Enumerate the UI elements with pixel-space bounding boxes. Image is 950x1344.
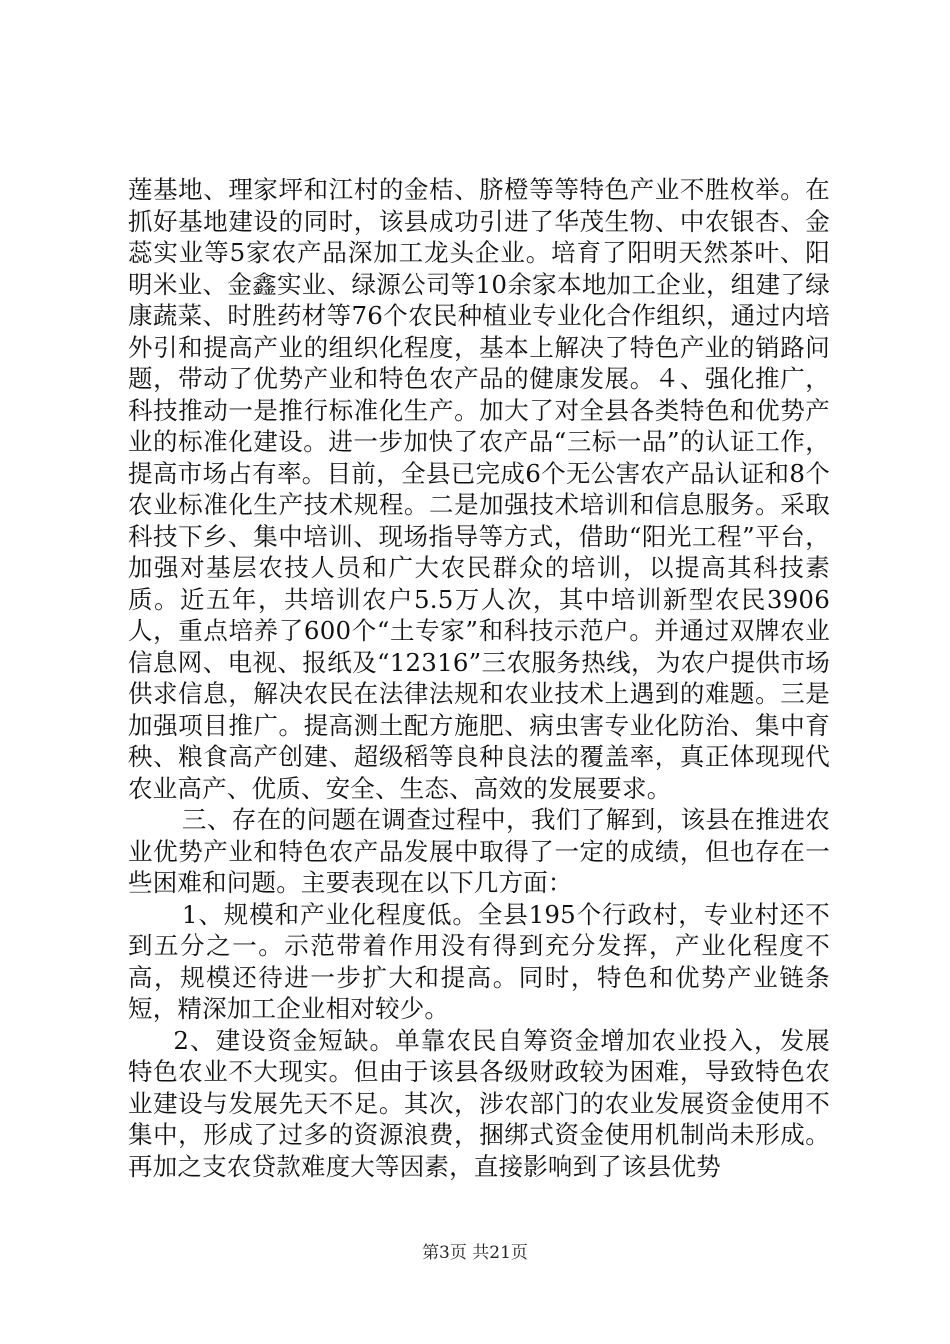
document-body [128, 174, 830, 1182]
page-footer: 第3页 共21页 [422, 1243, 528, 1263]
paragraph-2: 三、存在的问题在调查过程中，我们了解到，该县在推进农业优势产业和特色农产品发展中取得了一定的成绩，但也存在一些困难和问题。主要表现在以下几方面： [128, 805, 830, 897]
paragraph-3: 1、规模和产业化程度低。全县195个行政村，专业村还不到五分之一。示范带着作用没有得到充分发挥，产业化程度不高，规模还待进一步扩大和提高。同时，特色和优势产业链条短，精深加工企业相对较少。 [128, 899, 830, 1023]
paragraph-4: 2、建设资金短缺。单靠农民自筹资金增加农业投入，发展特色农业不大现实。但由于该县各级财政较为困难，导致特色农业建设与发展先天不足。其次，涉农部门的农业发展资金使用不集中，形成了过多的资源浪费，捆绑式资金使用机制尚未形成。再加之支农贷款难度大等因素，直接影响到了该县优势 [128, 1025, 830, 1181]
paragraph-1: 莲基地、理家坪和江村的金桔、脐橙等等特色产业不胜枚举。在抓好基地建设的同时，该县成功引进了华茂生物、中农银杏、金蕊实业等5家农产品深加工龙头企业。培育了阳明天然茶叶、阳明米业、金鑫实业、绿源公司等10余家本地加工企业，组建了绿康蔬菜、时胜药材等76个农民种植业专业化合作组织，通过内培外引和提高产业的组织化程度，基本上解决了特色产业的销路问题，带动了优势产业和特色农产品的健康发展。４、强化推广，科技推动一是推行标准化生产。加大了对全县各类特色和优势产业的标准化建设。进一步加快了农产品“三标一品”的认证工作，提高市场占有率。目前，全县已完成6个无公害农产品认证和8个农业标准化生产技术规程。二是加强技术培训和信息服务。采取科技下乡、集中培训、现场指导等方式，借助“阳光工程”平台，加强对基层农技人员和广大农民群众的培训，以提高其科技素质。近五年，共培训农户5.5万人次，其中培训新型农民3906人，重点培养了600个“土专家”和科技示范户。并通过双牌农业信息网、电视、报纸及“12316”三农服务热线，为农户提供市场供求信息，解决农民在法律法规和农业技术上遇到的难题。三是加强项目推广。提高测土配方施肥、病虫害专业化防治、集中育秧、粮食高产创建、超级稻等良种良法的覆盖率，真正体现现代农业高产、优质、安全、生态、高效的发展要求。 [128, 175, 830, 803]
